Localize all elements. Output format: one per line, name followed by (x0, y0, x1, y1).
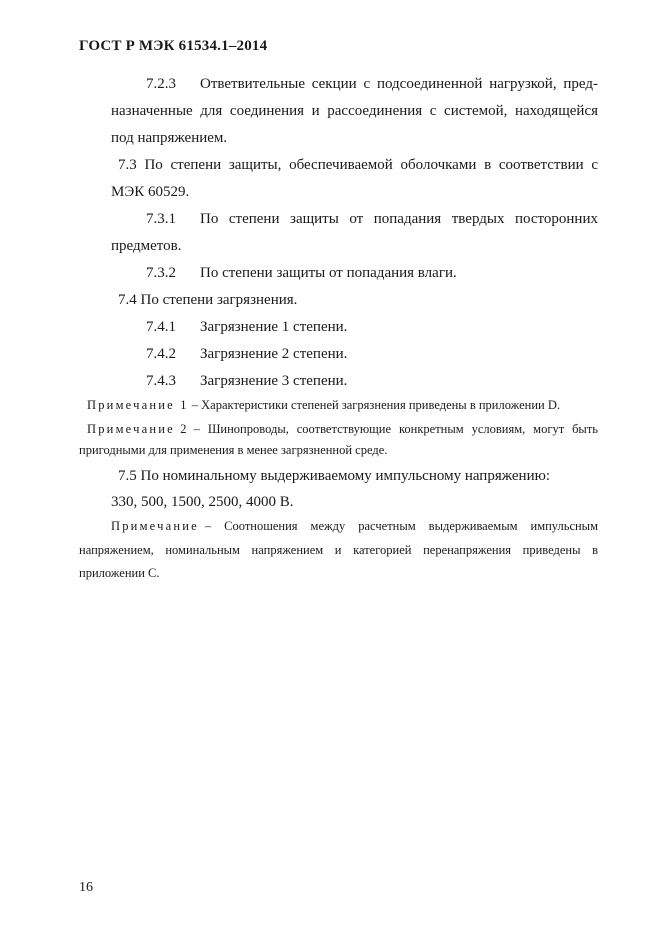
clause-text: По степени защиты от попадания влаги. (200, 265, 457, 281)
clause-text: Загрязнение 1 степени. (200, 319, 348, 335)
note-2-line2: пригодными для применения в менее загрязненной среде. (79, 443, 388, 457)
note-text: – Соотношения между расчетным выдерживаемым импульсным (204, 519, 598, 533)
clause-7-3-1-line2: предметов. (111, 238, 182, 254)
clause-7-2-3-line1 (146, 75, 598, 93)
clause-7-3-line1: 7.3 По степени защиты, обеспечиваемой оболочками в соответствии с (118, 157, 598, 173)
clause-7-5-values: 330, 500, 1500, 2500, 4000 В. (111, 494, 294, 510)
clause-7-4-2 (146, 345, 347, 363)
clause-7-5: 7.5 По номинальному выдерживаемому импульсному напряжению: (118, 468, 550, 484)
clause-text: Загрязнение 2 степени. (200, 346, 348, 362)
note-label: Примечание 2 (87, 422, 189, 436)
clause-text: По степени защиты от попадания твердых посторонних (200, 211, 598, 227)
clause-7-3-1-line1 (146, 210, 598, 228)
clause-text: Загрязнение 3 степени. (200, 373, 348, 389)
note-3-line2: напряжением, номинальным напряжением и категорией перенапряжения приведены в (79, 543, 598, 557)
note-label: Примечание (111, 519, 199, 533)
clause-number: 7.4.1 (146, 319, 176, 335)
note-label: Примечание 1 (87, 398, 189, 412)
note-1 (87, 398, 560, 413)
clause-7-2-3-line3: под напряжением. (111, 130, 228, 146)
note-text: – Характеристики степеней загрязнения приведены в приложении D. (191, 398, 561, 412)
clause-7-4: 7.4 По степени загрязнения. (118, 292, 298, 308)
document-header: ГОСТ Р МЭК 61534.1–2014 (79, 38, 268, 54)
clause-number: 7.4.3 (146, 373, 176, 389)
clause-7-4-1 (146, 318, 347, 336)
clause-number: 7.2.3 (146, 76, 176, 92)
note-2-line1 (87, 422, 598, 437)
clause-number: 7.3.1 (146, 211, 176, 227)
page-number: 16 (79, 880, 93, 895)
clause-number: 7.4.2 (146, 346, 176, 362)
clause-7-3-2 (146, 264, 457, 282)
clause-number: 7.3.2 (146, 265, 176, 281)
note-3-line1 (111, 519, 598, 534)
clause-7-4-3 (146, 372, 347, 390)
clause-7-2-3-line2: назначенные для соединения и рассоединения с системой, находящейся (111, 103, 598, 119)
clause-text: Ответвительные секции с подсоединенной нагрузкой, пред- (200, 76, 598, 92)
note-3-line3: приложении С. (79, 566, 160, 580)
clause-7-3-line2: МЭК 60529. (111, 184, 190, 200)
note-text: – Шинопроводы, соответствующие конкретным условиям, могут быть (193, 422, 598, 436)
